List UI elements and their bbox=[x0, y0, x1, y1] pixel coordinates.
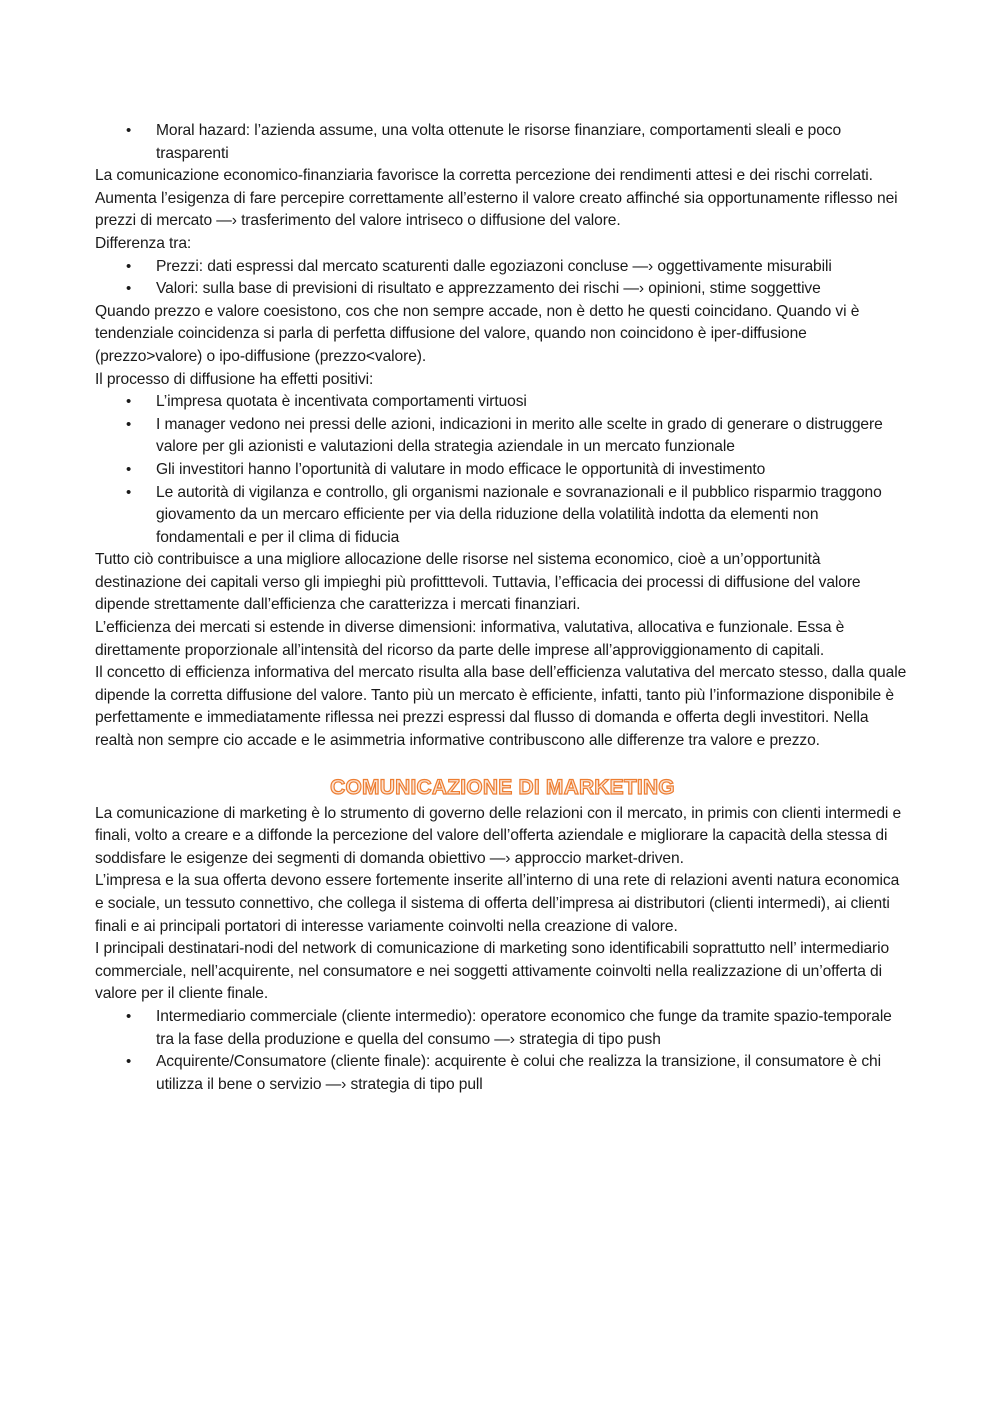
moral-hazard-list bbox=[95, 120, 910, 165]
list-item: • I manager vedono nei pressi delle azioni, indicazioni in merito alle scelte in grado di generare o distruggere valore per gli azionisti e valutazioni della strategia aziendale in un mercato funzionale bbox=[95, 414, 910, 459]
page-content bbox=[95, 120, 910, 1096]
list-item: • Prezzi: dati espressi dal mercato scaturenti dalle egoziazoni concluse —› oggettivamente misurabili bbox=[95, 256, 910, 279]
list-item: • Gli investitori hanno l’oportunità di valutare in modo efficace le opportunità di investimento bbox=[95, 459, 910, 482]
paragraph: Il concetto di efficienza informativa del mercato risulta alla base dell’efficienza valutativa del mercato stesso, dalla quale dipende la corretta diffusione del valore. Tanto più un mercato è efficiente, infatti, tanto più l’informazione disponibile è perfettamente e immediatamente riflessa nei prezzi espressi dal flusso di domanda e offerta degli investitori. Nella realtà non sempre cio accade e le asimmetria informative contribuscono alle differenze tra valore e prezzo. bbox=[95, 664, 907, 750]
list-item: • Valori: sulla base di previsioni di risultato e apprezzamento dei rischi —› opinioni, stime soggettive bbox=[95, 278, 910, 301]
paragraph: I principali destinatari-nodi del network di comunicazione di marketing sono identificabili soprattutto nell’ intermediario commerciale, nell’acquirente, nel consumatore e nei soggetti attivamente coinvolti nella realizzazione di un’offerta di valore per il cliente finale. bbox=[95, 940, 890, 1003]
list-item: • Intermediario commerciale (cliente intermedio): operatore economico che funge da tramite spazio-temporale tra la fase della produzione e quella del consumo —› strategia di tipo push bbox=[95, 1006, 910, 1051]
paragraph: Tutto ciò contribuisce a una migliore allocazione delle risorse nel sistema economico, cioè a un’opportunità destinazione dei capitali verso gli impieghi più profitttevoli. Tuttavia, l’efficacia dei processi di diffusione del valore dipende strettamente dall’efficienza che caratterizza i mercati finanziari. bbox=[95, 551, 861, 614]
section-heading: COMUNICAZIONE DI MARKETING bbox=[330, 775, 675, 799]
paragraph: Differenza tra: bbox=[95, 234, 192, 252]
list-item: • Le autorità di vigilanza e controllo, gli organismi nazionale e sovranazionali e il pubblico risparmio traggono giovamento da un mercaro efficiente per via della riduzione della volatilità indotta da elementi non fondamentali e per il clima di fiducia bbox=[95, 482, 910, 550]
targets-list bbox=[95, 1006, 910, 1096]
paragraph: L’efficienza dei mercati si estende in diverse dimensioni: informativa, valutativa, allocativa e funzionale. Essa è direttamente proporzionale all’intensità del ricorso da parte delle imprese all’approviggionamento di capitali. bbox=[95, 619, 845, 659]
effects-list bbox=[95, 391, 910, 549]
paragraph: Aumenta l’esigenza di fare percepire correttamente all’esterno il valore creato affinché sia opportunamente riflesso nei prezzi di mercato —› trasferimento del valore intriseco o diffusione del valore. bbox=[95, 189, 898, 230]
paragraph: Il processo di diffusione ha effetti positivi: bbox=[95, 370, 374, 388]
list-item: • L’impresa quotata è incentivata comportamenti virtuosi bbox=[95, 391, 910, 414]
list-item: • Moral hazard: l’azienda assume, una volta ottenute le risorse finanziare, comportamenti sleali e poco trasparenti bbox=[95, 120, 910, 165]
list-item: • Acquirente/Consumatore (cliente finale): acquirente è colui che realizza la transizione, il consumatore è chi utilizza il bene o servizio —› strategia di tipo pull bbox=[95, 1051, 910, 1096]
paragraph: La comunicazione di marketing è lo strumento di governo delle relazioni con il mercato, in primis con clienti intermedi e finali, volto a creare e a diffonde la percezione del valore dell’offerta aziendale e migliorare la capacità della stessa di soddisfare le esigenze dei segmenti di domanda obiettivo —› approccio market-driven. bbox=[95, 804, 902, 867]
paragraph: La comunicazione economico-finanziaria favorisce la corretta percezione dei rendimenti attesi e dei rischi correlati. bbox=[95, 167, 873, 185]
paragraph: Quando prezzo e valore coesistono, cos che non sempre accade, non è detto he questi coincidano. Quando vi è tendenziale coincidenza si parla di perfetta diffusione del valore, quando non coincidono è iper-diffusione (prezzo>valore) o ipo-diffusione (prezzo<valore). bbox=[95, 302, 860, 365]
paragraph: L’impresa e la sua offerta devono essere fortemente inserite all’interno di una rete di relazioni aventi natura economica e sociale, un tessuto connettivo, che collega il sistema di offerta dell’impresa ai distributori (clienti intermedi), ai clienti finali e ai principali portatori di interesse variamente coinvolti nella creazione di valore. bbox=[95, 872, 900, 935]
difference-list bbox=[95, 256, 910, 301]
